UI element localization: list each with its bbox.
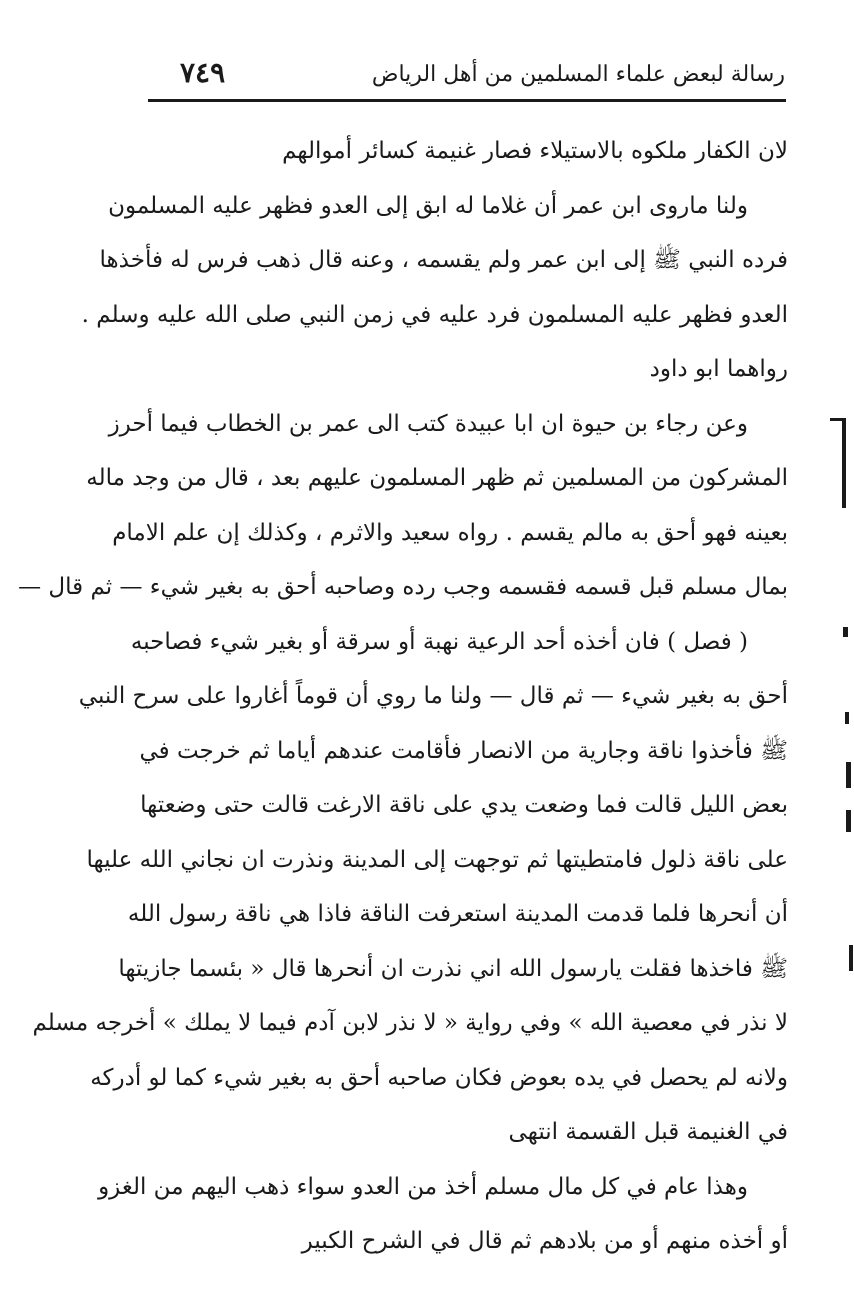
text-line: ( فصل ) فان أخذه أحد الرعية نهبة أو سرقة أو بغير شيء فصاحبه — [130, 628, 748, 655]
text-line: ولانه لم يحصل في يده بعوض فكان صاحبه أحق به بغير شيء كما لو أدركه — [90, 1064, 788, 1091]
text-line: لا نذر في معصية الله » وفي رواية « لا نذر لابن آدم فيما لا يملك » أخرجه مسلم — [32, 1010, 788, 1036]
text-line: رواهما ابو داود — [649, 356, 788, 382]
text-line: ﷺ فأخذوا ناقة وجارية من الانصار فأقامت عندهم أياما ثم خرجت في — [139, 737, 788, 764]
body-text — [18, 124, 788, 1269]
scan-mark — [842, 418, 846, 508]
text-line: بعينه فهو أحق به مالم يقسم . رواه سعيد والاثرم ، وكذلك إن علم الامام — [112, 519, 788, 546]
text-line: وعن رجاء بن حيوة ان ابا عبيدة كتب الى عمر بن الخطاب فيما أحرز — [108, 410, 748, 437]
scan-mark — [830, 418, 844, 421]
text-line: بمال مسلم قبل قسمه فقسمه وجب رده وصاحبه أحق به بغير شيء — ثم قال — — [18, 574, 788, 600]
text-line: أحق به بغير شيء — ثم قال — ولنا ما روي أن قوماً أغاروا على سرح النبي — [78, 683, 788, 709]
text-line: بعض الليل قالت فما وضعت يدي على ناقة الارغت قالت حتى وضعتها — [140, 792, 788, 818]
header-rule — [148, 99, 786, 102]
text-line: العدو فظهر عليه المسلمون فرد عليه في زمن النبي صلى الله عليه وسلم . — [81, 301, 788, 328]
text-line: ﷺ فاخذها فقلت يارسول الله اني نذرت ان أنحرها قال « بئسما جازيتها — [118, 955, 788, 982]
text-line: في الغنيمة قبل القسمة انتهى — [508, 1119, 788, 1145]
text-line: المشركون من المسلمين ثم ظهر المسلمون عليهم بعد ، قال من وجد ماله — [86, 465, 788, 491]
text-line: على ناقة ذلول فامتطيتها ثم توجهت إلى المدينة ونذرت ان نجاني الله عليها — [86, 846, 788, 873]
scan-mark — [843, 627, 848, 637]
text-line: أن أنحرها فلما قدمت المدينة استعرفت الناقة فاذا هي ناقة رسول الله — [127, 901, 788, 927]
text-line: أو أخذه منهم أو من بلادهم ثم قال في الشرح الكبير — [301, 1228, 788, 1254]
running-title: رسالة لبعض علماء المسلمين من أهل الرياض — [371, 62, 785, 87]
page-header — [150, 52, 785, 96]
text-line: وهذا عام في كل مال مسلم أخذ من العدو سواء ذهب اليهم من الغزو — [98, 1173, 748, 1200]
page-number: ٧٤٩ — [180, 56, 226, 89]
scan-mark — [846, 762, 851, 788]
text-line: لان الكفار ملكوه بالاستيلاء فصار غنيمة كسائر أموالهم — [282, 138, 788, 164]
text-line: فرده النبي ﷺ إلى ابن عمر ولم يقسمه ، وعنه قال ذهب فرس له فأخذها — [99, 247, 788, 273]
text-line: ولنا ماروى ابن عمر أن غلاما له ابق إلى العدو فظهر عليه المسلمون — [108, 192, 748, 219]
scan-mark — [846, 810, 851, 832]
scan-mark — [845, 712, 849, 724]
scan-mark — [849, 945, 853, 971]
